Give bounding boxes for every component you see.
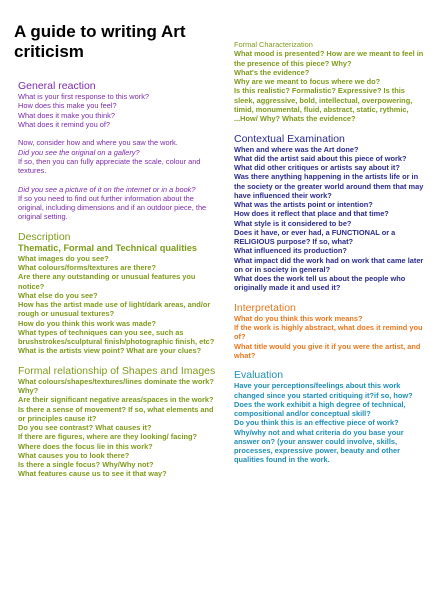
evaluation-item: Does the work exhibit a high degree of technical, compositional and/or conceptual skill? bbox=[234, 399, 406, 418]
formal-relationship-item: Are their significant negative areas/spaces in the work? bbox=[18, 395, 214, 405]
formal-characterization-heading: Formal Characterization bbox=[234, 40, 313, 49]
formal-relationship-item: What features cause us to see it that way? bbox=[18, 469, 167, 479]
general-reaction-section bbox=[18, 80, 218, 222]
description-item: What else do you see? bbox=[18, 290, 98, 300]
contextual-examination-item: What did the artist said about this piece of work? What did other critiques or artists say about it? bbox=[234, 153, 407, 172]
general-reaction-line: Did you see a picture of it on the internet or in a book? bbox=[18, 184, 196, 194]
formal-relationship-heading: Formal relationship of Shapes and Images bbox=[18, 364, 216, 377]
formal-characterization-item: What's the evidence? bbox=[234, 67, 310, 77]
interpretation-section bbox=[234, 302, 424, 360]
description-subheading: Thematic, Formal and Technical qualities bbox=[18, 242, 198, 253]
description-section bbox=[18, 231, 218, 356]
contextual-examination-heading: Contextual Examination bbox=[234, 132, 345, 145]
interpretation-item: If the work is highly abstract, what does it remind you of? bbox=[234, 323, 423, 342]
description-item: How has the artist made use of light/dark areas, and/or rough or unusual textures? bbox=[18, 300, 211, 319]
interpretation-heading: Interpretation bbox=[234, 301, 296, 314]
description-item: What colours/forms/textures are there? bbox=[18, 263, 156, 272]
evaluation-item: Have your perceptions/feelings about this work changed since you started critiquing it?if so, how? bbox=[234, 381, 413, 400]
formal-relationship-item: If there are figures, where are they looking/ facing? bbox=[18, 432, 198, 442]
formal-characterization-item: Is this realistic? Formalistic? Expressive? Is this sleek, aggressive, bold, intellectual, overpowering, timid, monumental, fluid, abstract, static, rythmic, ...How/ Why? Whats the evidence? bbox=[234, 86, 413, 123]
general-reaction-line: Now, consider how and where you saw the work. bbox=[18, 138, 178, 148]
interpretation-item: What title would you give it if you were the artist, and what? bbox=[234, 341, 421, 360]
formal-relationship-item: Is there a single focus? Why/Why not? bbox=[18, 460, 154, 469]
general-reaction-line: If so, then you can fully appreciate the scale, colour and textures. bbox=[18, 156, 201, 175]
general-reaction-line: What is your first response to this work? bbox=[18, 92, 150, 101]
contextual-examination-item: When and where was the Art done? bbox=[234, 144, 359, 154]
evaluation-item: Do you think this is an effective piece of work? Why/why not and what criteria do you base your answer on? (your answer could involve, skills, processes, expressive power, beauty and other qualities found in the work. bbox=[234, 418, 404, 465]
right-column bbox=[234, 40, 424, 465]
description-item: Are there any outstanding or unusual features you notice? bbox=[18, 272, 196, 291]
formal-relationship-item: Do you see contrast? What causes it? bbox=[18, 423, 152, 432]
contextual-examination-item: Does it have, or ever had, a FUNCTIONAL or a RELIGIOUS purpose? If so, what? bbox=[234, 227, 396, 246]
evaluation-section bbox=[234, 369, 424, 464]
general-reaction-line: How does this make you feel? bbox=[18, 101, 117, 111]
left-column bbox=[18, 80, 218, 479]
contextual-examination-item: What does the work tell us about the people who originally made it and used it? bbox=[234, 274, 406, 293]
evaluation-heading: Evaluation bbox=[234, 369, 284, 382]
general-reaction-line: What does it make you think? bbox=[18, 110, 115, 120]
description-item: How do you think this work was made? bbox=[18, 318, 156, 328]
formal-characterization-item: Why are we meant to focus where we do? bbox=[234, 77, 381, 86]
contextual-examination-item: What impact did the work had on work that came later on or in society in general? bbox=[234, 255, 424, 274]
description-heading: Description bbox=[18, 230, 71, 243]
general-reaction-line: What does it remind you of? bbox=[18, 119, 111, 129]
formal-characterization-section bbox=[234, 40, 424, 123]
contextual-examination-item: Was there anything happening in the artists life or in the society or the greater world around them that may have influenced their work? bbox=[234, 172, 424, 200]
general-reaction-heading: General reaction bbox=[18, 80, 96, 92]
interpretation-item: What do you think this work means? bbox=[234, 313, 363, 323]
description-item: What images do you see? bbox=[18, 253, 109, 263]
contextual-examination-item: How does it reflect that place and that time? bbox=[234, 209, 389, 219]
formal-relationship-item: What causes you to look there? bbox=[18, 450, 130, 460]
formal-relationship-section bbox=[18, 365, 218, 479]
page-title: A guide to writing Art criticism bbox=[14, 22, 186, 61]
description-item: What is the artists view point? What are your clues? bbox=[18, 346, 202, 356]
contextual-examination-item: What style is it considered to be? bbox=[234, 218, 352, 228]
general-reaction-line: Did you see the original on a gallery? bbox=[18, 147, 140, 157]
formal-relationship-item: Is there a sense of movement? If so, what elements and or principles cause it? bbox=[18, 404, 214, 423]
formal-relationship-item: Where does the focus lie in this work? bbox=[18, 441, 153, 451]
general-reaction-line: If so you need to find out further information about the original, including dimensions and if an outdoor piece, the original setting. bbox=[18, 193, 207, 222]
contextual-examination-item: What influenced its production? bbox=[234, 246, 347, 256]
formal-relationship-item: What colours/shapes/textures/lines dominate the work? Why? bbox=[18, 376, 214, 395]
contextual-examination-item: What was the artists point or intention? bbox=[234, 200, 373, 209]
contextual-examination-section bbox=[234, 133, 424, 293]
formal-characterization-item: What mood is presented? How are we meant to feel in the presence of this piece? Why? bbox=[234, 49, 424, 68]
description-item: What types of techniques can you see, such as brushstrokes/sculptural finish/photographic finish, etc? bbox=[18, 327, 215, 346]
